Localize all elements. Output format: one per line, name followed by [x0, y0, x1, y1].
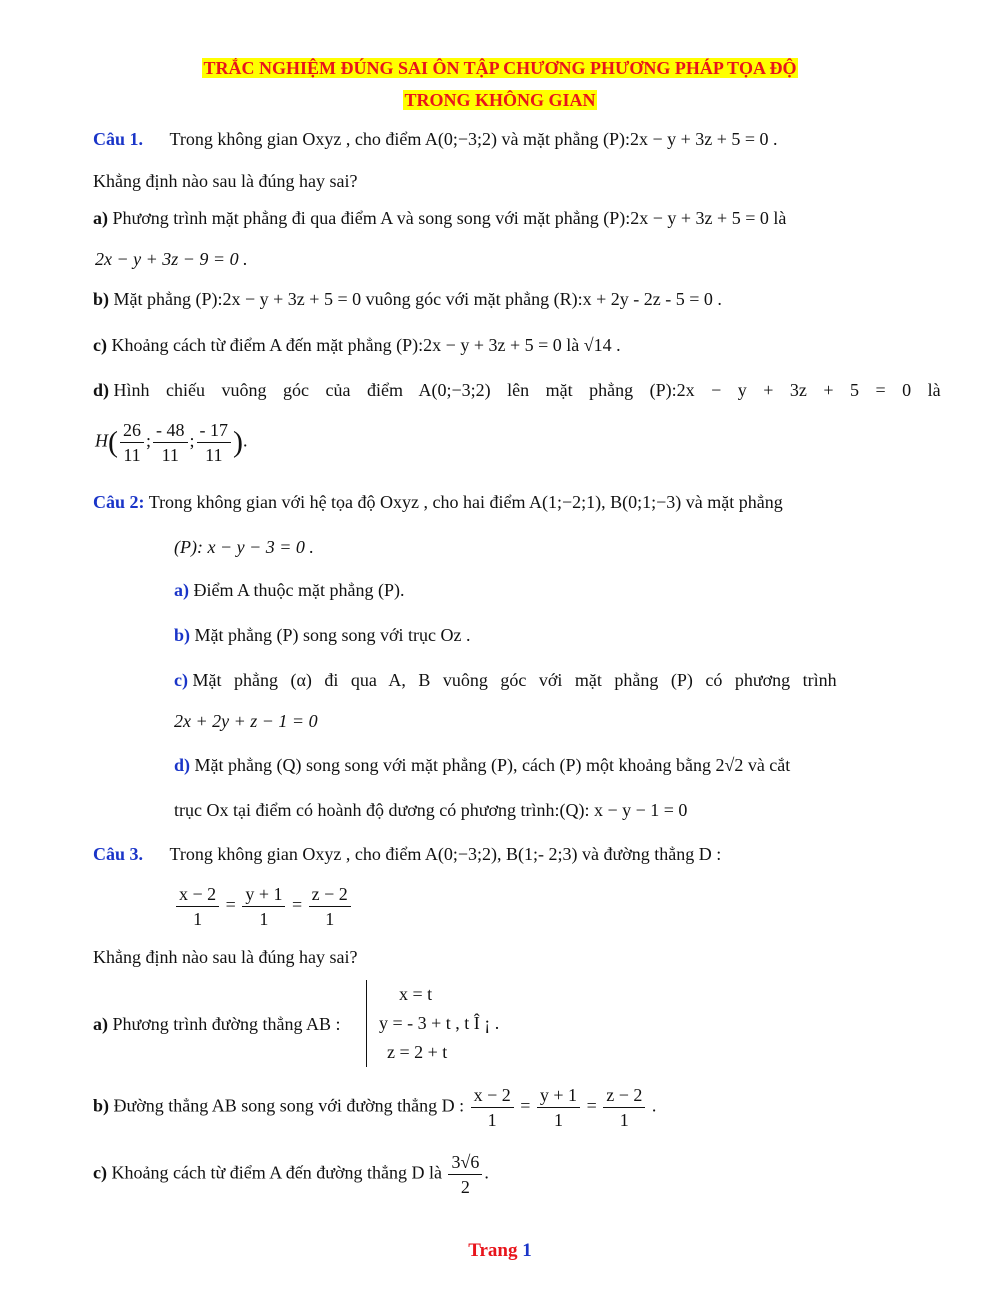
q3-option-c: c) Khoảng cách từ điểm A đến đường thẳng D là $\frac{3√6}{2}$ . [93, 1152, 489, 1197]
q1-option-a-eq: 2x − y + 3z − 9 = 0 . [95, 249, 248, 269]
q3-label: Câu 3. [93, 844, 144, 864]
q2-text: Trong không gian với hệ tọa độ Oxyz , cho hai điểm A(1;−2;1), B(0;1;−3) và mặt phẳng [148, 492, 783, 512]
q3-stem: Câu 3. Trong không gian Oxyz , cho điểm A(0;−3;2), B(1;- 2;3) và đường thẳng D : [93, 844, 722, 864]
q3-line-equation: $\frac{x - 2}{1}$ = $\frac{y + 1}{1}$ = $\frac{z - 2}{1}$ [174, 882, 353, 931]
q2-option-d-line2: trục Ox tại điểm có hoành độ dương có phương trình:(Q): x − y − 1 = 0 [174, 800, 688, 820]
q3-option-a-system: x = t y = - 3 + t , t Î ¡ . z = 2 + t [366, 980, 499, 1067]
page-footer: Trang 1 [468, 1240, 532, 1261]
title-line-1: TRẮC NGHIỆM ĐÚNG SAI ÔN TẬP CHƯƠNG PHƯƠNG PHÁP TỌA ĐỘ [203, 58, 797, 78]
q1-label: Câu 1. [93, 129, 144, 149]
q2-stem [93, 492, 907, 513]
q2-option-c-eq: 2x + 2y + z − 1 = 0 [174, 711, 318, 731]
q3-option-a: a) Phương trình đường thẳng AB : [93, 1014, 341, 1034]
q2-option-c: c) Mặt phẳng (α) đi qua A, B vuông góc với mặt phẳng (P) có phương trình [174, 670, 837, 690]
q2-option-a: a) Điểm A thuộc mặt phẳng (P). [174, 580, 405, 600]
q3-option-b: b) Đường thẳng AB song song với đường thẳng D : $\frac{x - 2}{1}$ = $\frac{y + 1}{1}$ = $\frac{z - 2}{1}$ . [93, 1085, 657, 1130]
q1-text: Trong không gian Oxyz , cho điểm A(0;−3;2) và mặt phẳng (P):2x − y + 3z + 5 = 0 . [169, 129, 778, 149]
q2-label: Câu 2: [93, 492, 145, 512]
q1-option-a: a) Phương trình mặt phẳng đi qua điểm A và song song với mặt phẳng (P):2x − y + 3z + 5 = 0 là [93, 208, 787, 228]
q1-option-d: d) Hình chiếu vuông góc của điểm A(0;−3;2) lên mặt phẳng (P):2x − y + 3z + 5 = 0 là [93, 380, 941, 400]
q2-plane: (P): x − y − 3 = 0 . [174, 537, 314, 557]
q1-prompt: Khẳng định nào sau là đúng hay sai? [93, 171, 358, 191]
q1-option-d-point: H( $\frac{26}{11}$ ; $\frac{- 48}{11}$ ; $\frac{- 17}{11}$ ). [95, 420, 248, 465]
title-line-2: TRONG KHÔNG GIAN [404, 90, 596, 110]
q1-stem [93, 129, 778, 150]
q1-option-c-value: √14 . [583, 335, 621, 355]
q1-option-c: c) Khoảng cách từ điểm A đến mặt phẳng (P):2x − y + 3z + 5 = 0 là √14 . [93, 335, 621, 355]
q2-option-d: d) Mặt phẳng (Q) song song với mặt phẳng (P), cách (P) một khoảng bằng 2√2 và cắt [174, 755, 791, 775]
q2-option-b: b) Mặt phẳng (P) song song với trục Oz . [174, 625, 471, 645]
q3-prompt: Khẳng định nào sau là đúng hay sai? [93, 947, 358, 967]
q1-option-b: b) Mặt phẳng (P):2x − y + 3z + 5 = 0 vuông góc với mặt phẳng (R):x + 2y - 2z - 5 = 0 . [93, 289, 722, 309]
